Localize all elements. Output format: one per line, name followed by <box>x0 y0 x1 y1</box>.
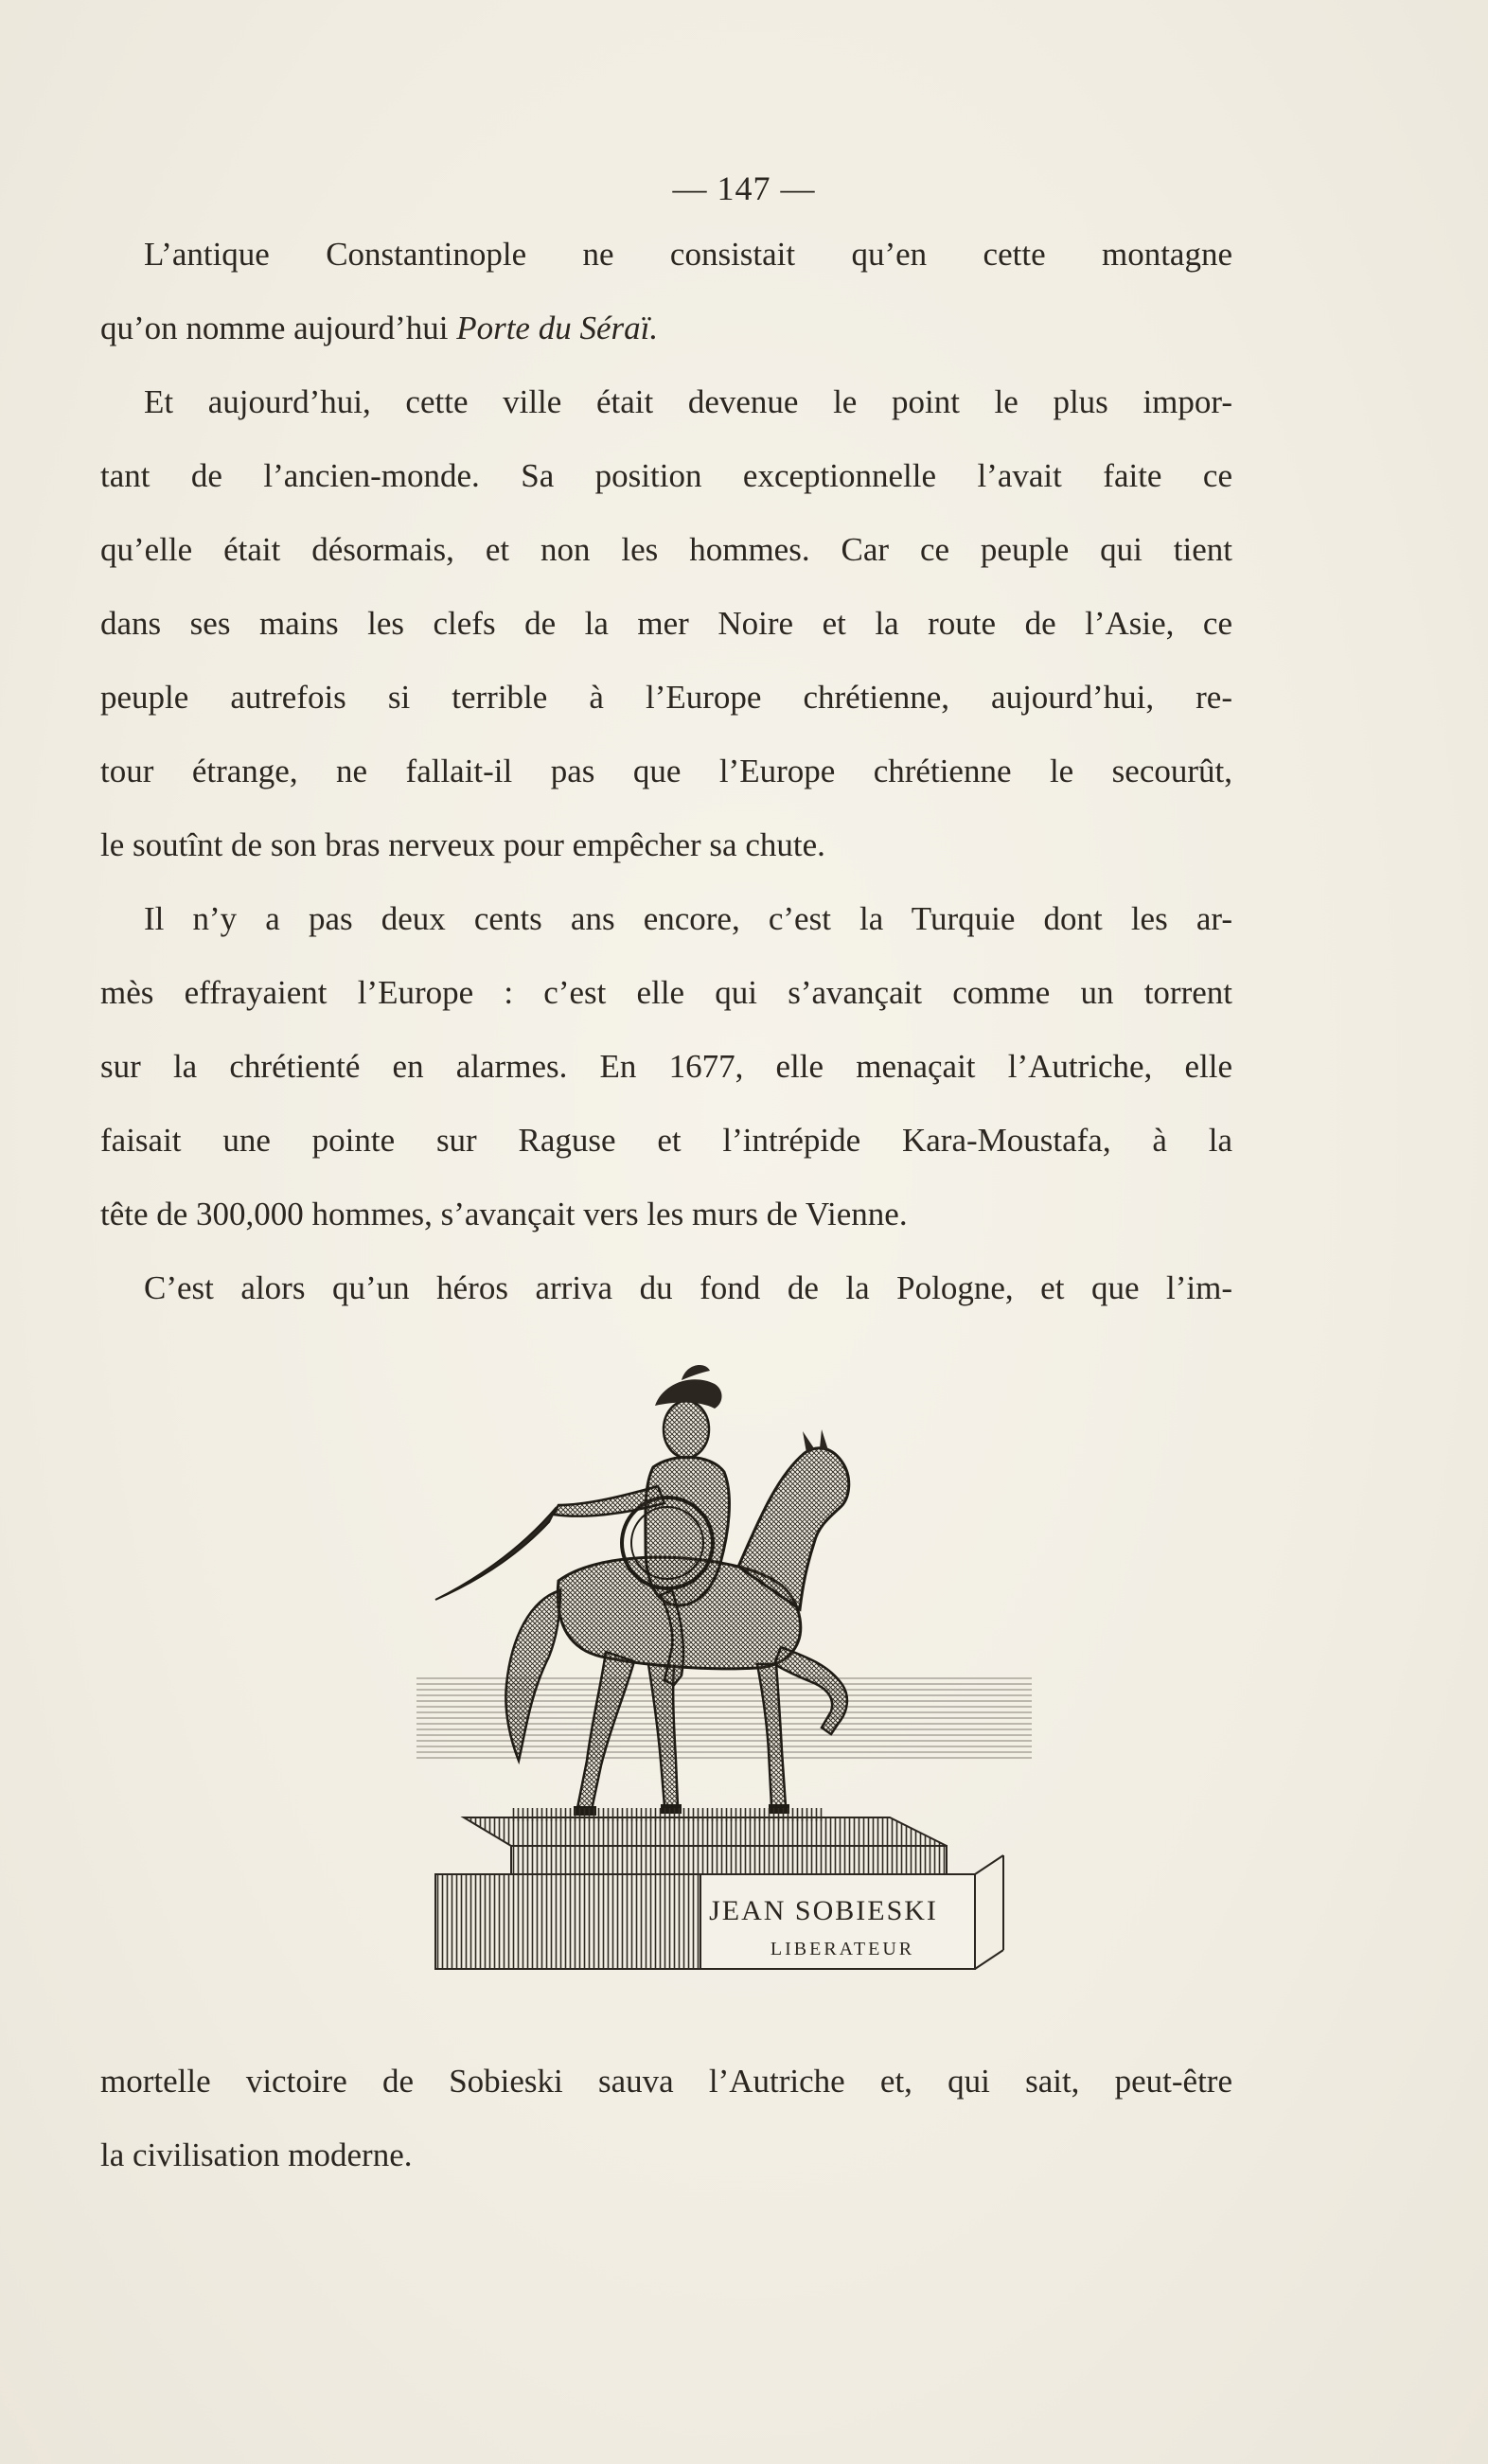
paragraph-4-line-1: C’est alors qu’un héros arriva du fond de la Pologne, et que l’im- <box>144 1269 1232 1306</box>
paragraph-3-line: faisait une pointe sur Raguse et l’intrépide Kara-Moustafa, à la <box>100 1122 1232 1159</box>
pedestal <box>435 1817 1003 1969</box>
paragraph-2-line: dans ses mains les clefs de la mer Noire et la route de l’Asie, ce <box>100 605 1232 642</box>
body-text-bottom <box>100 2045 1232 2192</box>
paragraph-1-line-1: L’antique Constantinople ne consistait qu’en cette montagne <box>144 236 1232 273</box>
plinth-inscription-title: LIBERATEUR <box>770 1939 915 1959</box>
statue-base-ground <box>511 1808 824 1821</box>
page-number: — 147 — <box>672 169 816 207</box>
body-text-top <box>100 218 1232 1325</box>
paragraph-5-line: la civilisation moderne. <box>100 2136 413 2173</box>
paragraph-1-line-2 <box>100 292 1232 365</box>
paragraph-3-line: Il n’y a pas deux cents ans encore, c’est la Turquie dont les ar- <box>144 900 1232 937</box>
equestrian-statue-engraving <box>398 1363 1051 2007</box>
paragraph-3-line: mès effrayaient l’Europe : c’est elle qui s’avançait comme un torrent <box>100 974 1232 1011</box>
plinth-inscription-name: JEAN SOBIESKI <box>709 1895 938 1926</box>
paragraph-1-line-2-text: qu’on nomme aujourd’hui <box>100 310 457 346</box>
italic-place-name: Porte du Séraï. <box>456 310 659 346</box>
paragraph-2-line: le soutînt de son bras nerveux pour empêcher sa chute. <box>100 826 825 863</box>
paragraph-2-line: Et aujourd’hui, cette ville était devenue le point le plus impor- <box>144 383 1232 420</box>
statue-illustration <box>398 1363 1051 2007</box>
paragraph-2-line: qu’elle était désormais, et non les hommes. Car ce peuple qui tient <box>100 531 1232 568</box>
paragraph-3-line: sur la chrétienté en alarmes. En 1677, elle menaçait l’Autriche, elle <box>100 1048 1232 1085</box>
paragraph-2-line: tour étrange, ne fallait-il pas que l’Europe chrétienne le secourût, <box>100 753 1232 789</box>
paragraph-5-line: mortelle victoire de Sobieski sauva l’Autriche et, qui sait, peut-être <box>100 2063 1232 2100</box>
paragraph-2-line: tant de l’ancien-monde. Sa position exceptionnelle l’avait faite ce <box>100 457 1232 494</box>
paragraph-3-line: tête de 300,000 hommes, s’avançait vers les murs de Vienne. <box>100 1196 908 1232</box>
paragraph-2-line: peuple autrefois si terrible à l’Europe chrétienne, aujourd’hui, re- <box>100 679 1232 716</box>
